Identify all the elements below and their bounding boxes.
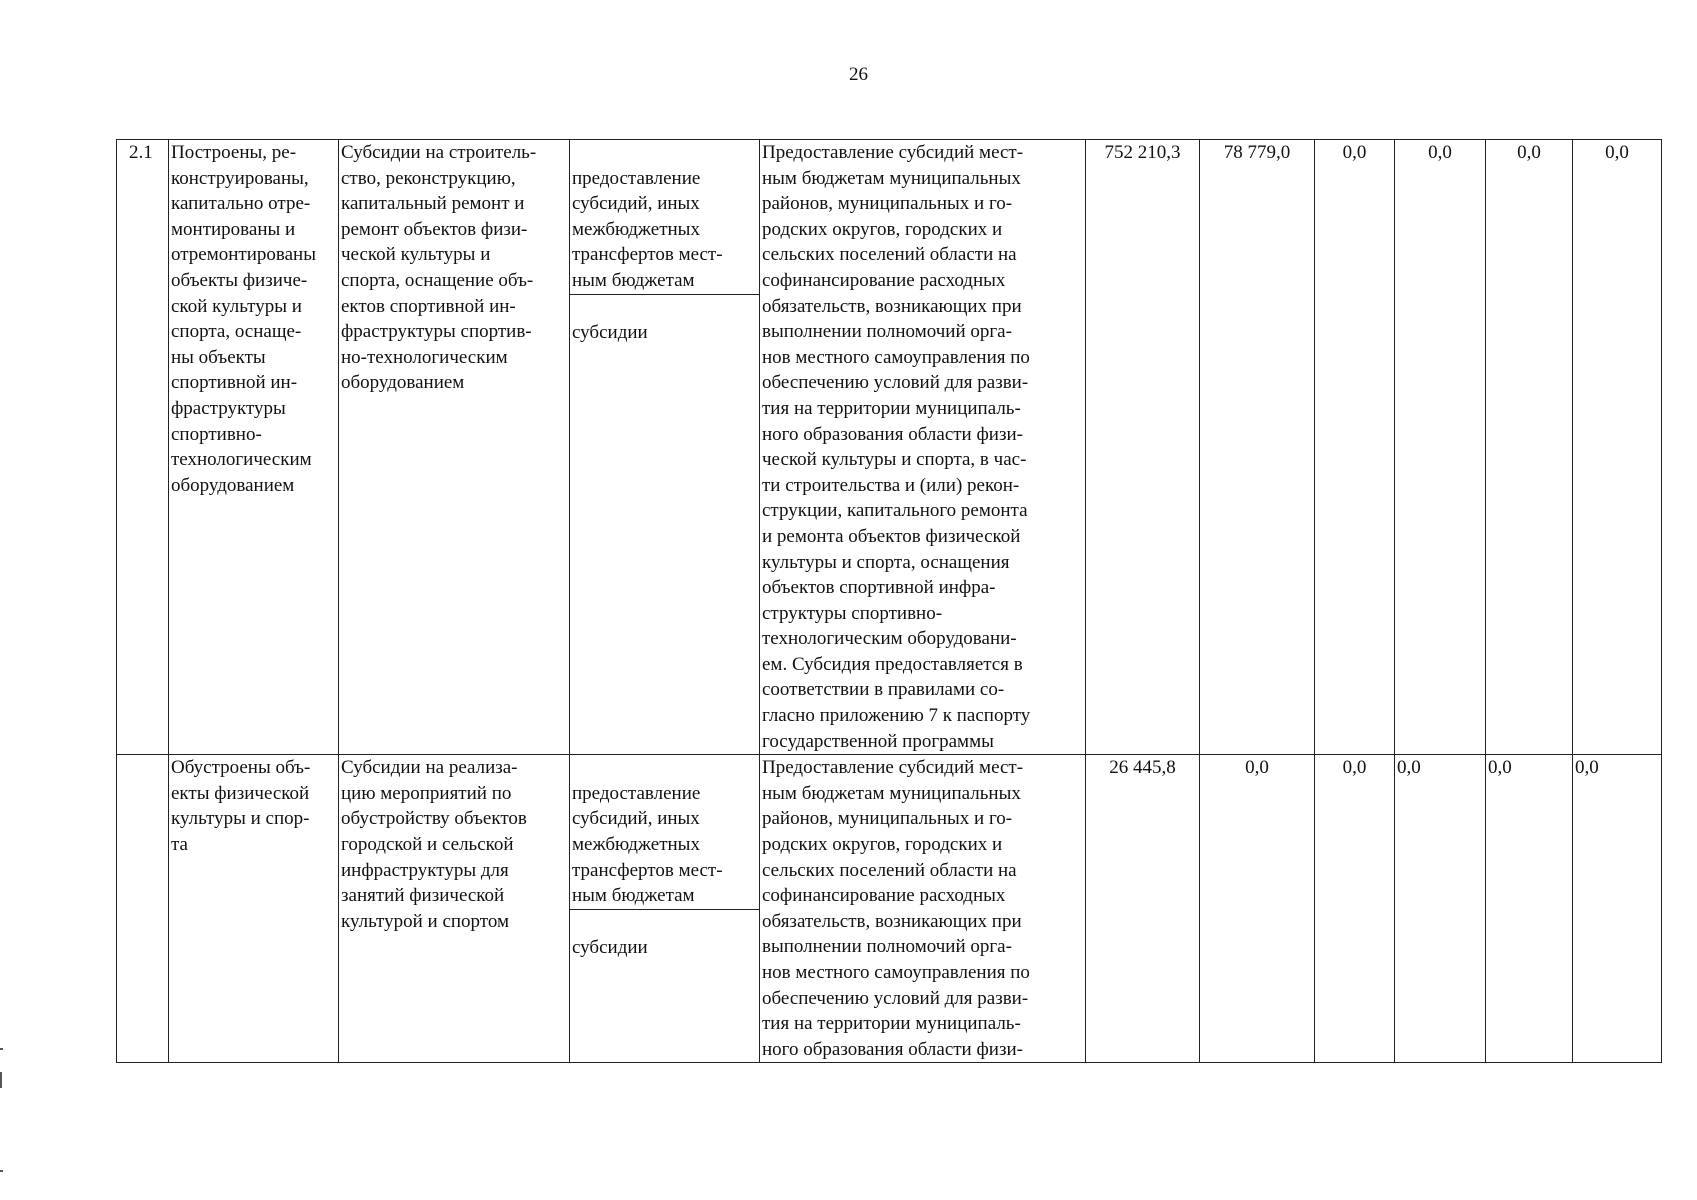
row-index — [117, 755, 169, 1063]
scan-edge-mark — [0, 1072, 2, 1088]
value-cell: 78 779,0 — [1200, 140, 1315, 755]
mechanism-type: предоставление субсидий, иных межбюджетных трансфертов мест- ным бюджетам — [570, 781, 759, 910]
result-cell: Обустроены объ- екты физической культуры и спор- та — [169, 755, 339, 1063]
page-number: 26 — [849, 64, 868, 85]
table-row — [117, 140, 1662, 755]
value-cell: 0,0 — [1573, 755, 1662, 1063]
value-cell: 0,0 — [1315, 755, 1395, 1063]
value-cell: 0,0 — [1315, 140, 1395, 755]
mechanism-form: субсидии — [572, 322, 648, 344]
value-cell: 0,0 — [1573, 140, 1662, 755]
mechanism-cell — [570, 755, 760, 1063]
measure-cell: Субсидии на реализа- цию мероприятий по обустройству объектов городской и сельской инфраструктуры для занятий физической культурой и спортом — [339, 755, 570, 1063]
measure-cell: Субсидии на строитель- ство, реконструкцию, капитальный ремонт и ремонт объектов физи- ческой культуры и спорта, оснащение объ- ектов спортивной ин- фраструктуры спортив- но-технологическим оборудованием — [339, 140, 570, 755]
value-cell: 752 210,3 — [1086, 140, 1200, 755]
mechanism-cell — [570, 140, 760, 755]
scan-edge-mark — [0, 1170, 3, 1172]
value-cell: 0,0 — [1486, 755, 1573, 1063]
mechanism-type: предоставление субсидий, иных межбюджетных трансфертов мест- ным бюджетам — [570, 166, 759, 295]
value-cell: 0,0 — [1395, 140, 1486, 755]
result-cell: Построены, ре- конструированы, капитально отре- монтированы и отремонтированы объекты физиче- ской культуры и спорта, оснаще- ны объекты спортивной ин- фраструктуры спортивно- технологическим оборудованием — [169, 140, 339, 755]
value-cell: 0,0 — [1200, 755, 1315, 1063]
value-cell: 0,0 — [1395, 755, 1486, 1063]
value-cell: 26 445,8 — [1086, 755, 1200, 1063]
mechanism-form: субсидии — [572, 937, 648, 959]
program-table — [116, 139, 1662, 1063]
description-cell: Предоставление субсидий мест- ным бюджетам муниципальных районов, муниципальных и го- родских округов, городских и сельских поселений области на софинансирование расходных обязательств, возникающих при выполнении полномочий орга- нов местного самоуправления по обеспечению условий для разви- тия на территории муниципаль- ного образования области физи- ческой культуры и спорта, в час- ти строительства и (или) рекон- струкции, капитального ремонта и ремонта объектов физической культуры и спорта, оснащения объектов спортивной инфра- структуры спортивно- технологическим оборудовани- ем. Субсидия предоставляется в соответствии в правилами со- гласно приложению 7 к паспорту государственной программы — [760, 140, 1086, 755]
row-index: 2.1 — [117, 140, 169, 755]
scan-edge-mark — [0, 1048, 3, 1050]
value-cell: 0,0 — [1486, 140, 1573, 755]
table-row — [117, 755, 1662, 1063]
description-cell: Предоставление субсидий мест- ным бюджетам муниципальных районов, муниципальных и го- родских округов, городских и сельских поселений области на софинансирование расходных обязательств, возникающих при выполнении полномочий орга- нов местного самоуправления по обеспечению условий для разви- тия на территории муниципаль- ного образования области физи- — [760, 755, 1086, 1063]
